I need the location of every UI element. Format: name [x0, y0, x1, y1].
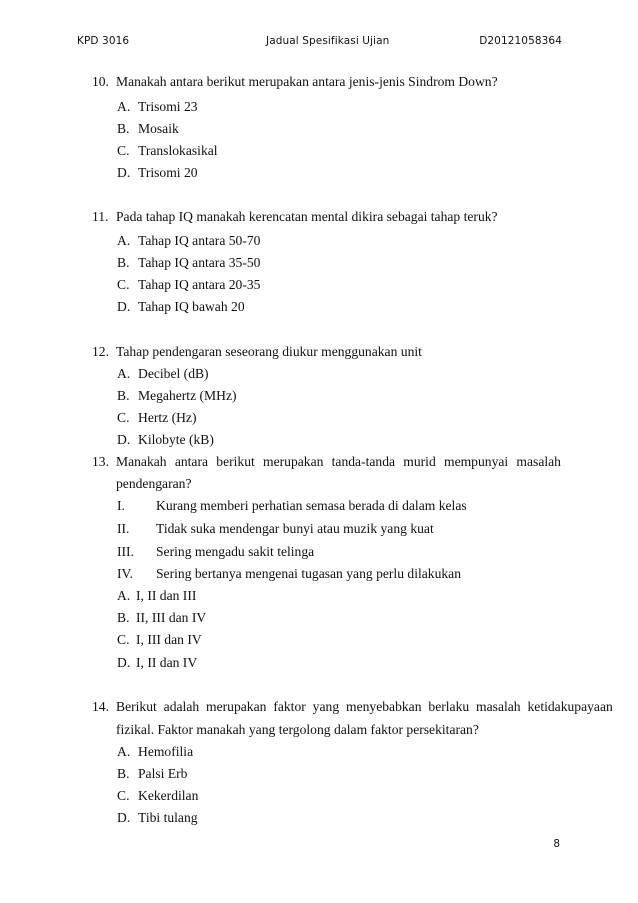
question-14-option-d: Tibi tulang: [138, 810, 198, 825]
question-14-number: 14.: [92, 699, 109, 714]
question-13-text-line-1: [116, 454, 561, 470]
question-11-option-d-letter: D.: [117, 299, 131, 314]
question-10-text: Manakah antara berikut merupakan antara jenis-jenis Sindrom Down?: [116, 74, 498, 89]
question-13-word: berikut: [216, 454, 255, 469]
question-13-option-a-letter: A.: [117, 588, 131, 603]
question-10-option-a-letter: A.: [117, 99, 131, 114]
question-10-option-d-letter: D.: [117, 165, 131, 180]
page-number: 8: [553, 838, 560, 850]
question-12-option-d: Kilobyte (kB): [138, 432, 214, 447]
question-10-option-b-letter: B.: [117, 121, 130, 136]
question-13-option-b: II, III dan IV: [136, 610, 207, 625]
question-13-word: masalah: [516, 454, 561, 469]
question-13-statement-iv-numeral: IV.: [117, 566, 133, 581]
question-13-word: antara: [174, 454, 209, 469]
question-10-option-a: Trisomi 23: [138, 99, 198, 114]
question-13-word: tanda-tanda: [331, 454, 396, 469]
question-11-option-b-letter: B.: [117, 255, 130, 270]
question-13-option-d-letter: D.: [117, 655, 131, 670]
question-12-number: 12.: [92, 344, 109, 359]
question-12-option-d-letter: D.: [117, 432, 131, 447]
header-course-code: KPD 3016: [77, 35, 130, 47]
question-10-option-c-letter: C.: [117, 143, 130, 158]
question-14-text-line-1: Berikut adalah merupakan faktor yang menyebabkan berlaku masalah ketidakupayaan: [116, 699, 613, 714]
question-11-option-c: Tahap IQ antara 20-35: [138, 277, 261, 292]
question-14-option-d-letter: D.: [117, 810, 131, 825]
question-14-option-b: Palsi Erb: [138, 766, 188, 781]
question-13-option-c: I, III dan IV: [136, 632, 202, 647]
question-13-text-line-2: pendengaran?: [116, 476, 192, 491]
question-14-option-b-letter: B.: [117, 766, 130, 781]
question-14-option-a-letter: A.: [117, 744, 131, 759]
question-11-option-b: Tahap IQ antara 35-50: [138, 255, 261, 270]
question-14-option-c: Kekerdilan: [138, 788, 199, 803]
question-13-statement-iii: Sering mengadu sakit telinga: [156, 544, 315, 559]
question-12-option-b-letter: B.: [117, 388, 130, 403]
question-12-option-c: Hertz (Hz): [138, 410, 197, 425]
question-13-statement-iv: Sering bertanya mengenai tugasan yang perlu dilakukan: [156, 566, 462, 581]
question-13-statement-ii: Tidak suka mendengar bunyi atau muzik yang kuat: [156, 521, 434, 536]
question-11-option-c-letter: C.: [117, 277, 130, 292]
question-10-number: 10.: [92, 74, 109, 89]
question-14-option-a: Hemofilia: [138, 744, 194, 759]
question-14-option-c-letter: C.: [117, 788, 130, 803]
question-11-option-d: Tahap IQ bawah 20: [138, 299, 245, 314]
question-12-option-a-letter: A.: [117, 366, 131, 381]
header-student-id: D20121058364: [479, 35, 562, 47]
question-13-statement-iii-numeral: III.: [117, 544, 134, 559]
question-13-number: 13.: [92, 454, 109, 469]
question-13-option-b-letter: B.: [117, 610, 130, 625]
question-13-option-d: I, II dan IV: [136, 655, 198, 670]
question-14-text-line-2: fizikal. Faktor manakah yang tergolong dalam faktor persekitaran?: [116, 722, 479, 737]
question-10-option-b: Mosaik: [138, 121, 179, 136]
question-12-option-c-letter: C.: [117, 410, 130, 425]
question-13-statement-i: Kurang memberi perhatian semasa berada di dalam kelas: [156, 498, 467, 513]
question-13-option-a: I, II dan III: [136, 588, 197, 603]
question-13-statement-i-numeral: I.: [117, 498, 125, 513]
question-12-text: Tahap pendengaran seseorang diukur menggunakan unit: [116, 344, 422, 359]
question-11-number: 11.: [92, 209, 109, 224]
question-11-text: Pada tahap IQ manakah kerencatan mental dikira sebagai tahap teruk?: [116, 209, 498, 224]
question-12-option-a: Decibel (dB): [138, 366, 209, 381]
question-12-option-b: Megahertz (MHz): [138, 388, 237, 403]
question-10-option-c: Translokasikal: [138, 143, 218, 158]
question-13-word: Manakah: [116, 454, 167, 469]
question-13-word: merupakan: [263, 454, 324, 469]
question-13-option-c-letter: C.: [117, 632, 130, 647]
question-13-word: murid: [403, 454, 436, 469]
question-11-option-a: Tahap IQ antara 50-70: [138, 233, 261, 248]
question-13-word: mempunyai: [444, 454, 509, 469]
question-10-option-d: Trisomi 20: [138, 165, 198, 180]
question-13-statement-ii-numeral: II.: [117, 521, 130, 536]
question-11-option-a-letter: A.: [117, 233, 131, 248]
header-document-title: Jadual Spesifikasi Ujian: [266, 35, 390, 47]
